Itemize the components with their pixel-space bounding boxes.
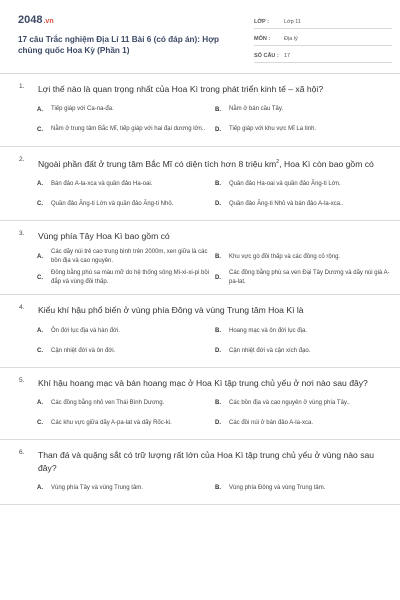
option-text: Các bồn địa và cao nguyên ở vùng phía Tây.. — [229, 400, 350, 407]
question-4 — [0, 295, 400, 368]
option-text: Nằm ở trung tâm Bắc Mĩ, tiếp giáp với hai đại dương lớn.. — [51, 126, 206, 133]
option-letter: D. — [215, 347, 221, 354]
option-text: Quần đảo Ăng-ti Nhỏ và bán đảo A-la-xca.. — [229, 200, 344, 207]
question-3 — [0, 221, 400, 296]
options — [37, 174, 386, 214]
option-a[interactable] — [37, 246, 213, 267]
question-number: 5. — [19, 376, 25, 384]
meta-label: LỚP : — [254, 19, 269, 25]
options — [37, 321, 386, 361]
meta-row-count — [254, 46, 392, 63]
option-c[interactable] — [37, 194, 213, 214]
option-text: Các khu vực giữa dãy A-pa-lat và dãy Rốc-ki. — [51, 420, 172, 427]
option-text: Cận nhiệt đới và ôn đới. — [51, 347, 116, 354]
option-letter: A. — [37, 400, 43, 407]
logo-main: 2048 — [18, 14, 43, 26]
option-text: Các dãy núi trẻ cao trung bình trên 2000m, xen giữa là các bồn địa và cao nguyên. — [51, 249, 208, 264]
option-text: Cận nhiệt đới và cận xích đạo. — [229, 347, 311, 354]
option-letter: C. — [37, 274, 43, 281]
option-letter: C. — [37, 200, 43, 207]
option-letter: C. — [37, 347, 43, 354]
option-a[interactable] — [37, 478, 213, 498]
option-c[interactable] — [37, 267, 213, 288]
option-text: Các đồng bằng nhỏ ven Thái Bình Dương. — [51, 400, 165, 407]
meta-value: 17 — [284, 53, 291, 59]
options — [37, 478, 386, 498]
option-text: Các đồng bằng phù sa ven Đại Tây Dương và dãy núi già A-pa-lat. — [229, 270, 390, 285]
question-number: 6. — [19, 449, 25, 457]
option-text: Các đồi núi ở bán đảo A-la-xca. — [229, 420, 313, 427]
option-letter: A. — [37, 253, 43, 260]
option-letter: D. — [215, 200, 221, 207]
option-b[interactable] — [215, 174, 391, 194]
header — [0, 0, 400, 74]
option-letter: B. — [215, 485, 221, 492]
question-text: Vùng phía Tây Hoa Kì bao gồm có — [38, 230, 170, 241]
question-1 — [0, 74, 400, 147]
option-letter: A. — [37, 327, 43, 334]
option-b[interactable] — [215, 393, 391, 413]
question-text-after: , Hoa Kì còn bao gồm có — [279, 158, 374, 169]
option-letter: C. — [37, 126, 43, 133]
meta-label: MÔN : — [254, 36, 271, 42]
option-d[interactable] — [215, 413, 391, 433]
question-text: Kiểu khí hậu phổ biến ở vùng phía Đông và vùng Trung tâm Hoa Kì là — [38, 305, 304, 316]
meta-info — [254, 12, 392, 63]
question-list — [0, 74, 400, 505]
question-text: Than đá và quặng sắt có trữ lượng rất lớn của Hoa Kì tập trung chủ yếu ở vùng nào sau đây? — [38, 450, 375, 473]
option-text: Tiếp giáp với Ca-na-đa. — [51, 106, 114, 113]
option-d[interactable] — [215, 194, 391, 214]
meta-row-subject — [254, 29, 392, 46]
question-number: 4. — [19, 304, 25, 312]
option-text: Vùng phía Tây và vùng Trung tâm. — [51, 485, 143, 492]
option-d[interactable] — [215, 341, 391, 361]
option-letter: B. — [215, 400, 221, 407]
option-b[interactable] — [215, 246, 391, 267]
option-letter: D. — [215, 274, 221, 281]
option-b[interactable] — [215, 478, 391, 498]
option-letter: A. — [37, 180, 43, 187]
meta-value: Lớp 11 — [284, 19, 301, 25]
question-text-before: Ngoài phần đất ở trung tâm Bắc Mĩ có diện tích hơn 8 triệu km — [38, 158, 277, 169]
question-text: Khí hậu hoang mạc và bán hoang mạc ở Hoa Kì tập trung chủ yếu ở nơi nào sau đây? — [38, 377, 368, 388]
option-text: Vùng phía Đông và vùng Trung tâm. — [229, 485, 326, 492]
option-letter: B. — [215, 253, 221, 260]
option-text: Quần đảo Ha-oai và quần đảo Ăng-ti Lớn. — [229, 180, 341, 187]
meta-value: Địa lý — [284, 36, 298, 42]
option-b[interactable] — [215, 100, 391, 120]
option-c[interactable] — [37, 341, 213, 361]
option-letter: B. — [215, 180, 221, 187]
logo-suffix: .vn — [43, 18, 54, 25]
option-text: Hoang mạc và ôn đới lục địa. — [229, 327, 307, 334]
question-text-superscript: 2 — [276, 158, 280, 165]
option-c[interactable] — [37, 413, 213, 433]
option-b[interactable] — [215, 321, 391, 341]
option-a[interactable] — [37, 174, 213, 194]
option-text: Nằm ở bán cầu Tây. — [229, 106, 284, 113]
option-letter: D. — [215, 126, 221, 133]
option-text: Đồng bằng phù sa màu mỡ do hệ thống sông Mi-xi-xi-pi bồi đắp và vùng đồi thấp. — [51, 270, 210, 285]
option-letter: C. — [37, 420, 43, 427]
option-letter: A. — [37, 485, 43, 492]
question-number: 3. — [19, 229, 25, 237]
options — [37, 246, 390, 288]
option-a[interactable] — [37, 100, 213, 120]
meta-row-class — [254, 12, 392, 29]
option-letter: D. — [215, 420, 221, 427]
option-text: Tiếp giáp với khu vực Mĩ La tinh. — [229, 126, 317, 133]
document-title: 17 câu Trắc nghiệm Địa Lí 11 Bài 6 (có đáp án): Hợp chủng quốc Hoa Kỳ (Phần 1) — [18, 35, 220, 55]
option-letter: B. — [215, 327, 221, 334]
option-text: Ôn đới lục địa và hàn đới. — [51, 327, 120, 334]
question-number: 1. — [19, 83, 25, 90]
options — [37, 393, 386, 433]
option-text: Quần đảo Ăng-ti Lớn và quần đảo Ăng-ti Nhỏ. — [51, 200, 174, 207]
question-5 — [0, 368, 400, 441]
option-a[interactable] — [37, 321, 213, 341]
question-2 — [0, 147, 400, 221]
option-text: Bán đảo A-la-xca và quần đảo Ha-oai. — [51, 180, 153, 187]
option-c[interactable] — [37, 120, 213, 140]
option-d[interactable] — [215, 120, 391, 140]
option-text: Khu vực gò đồi thấp và các đồng cỏ rộng. — [229, 253, 341, 260]
option-letter: B. — [215, 106, 221, 113]
option-a[interactable] — [37, 393, 213, 413]
question-text: Lợi thế nào là quan trọng nhất của Hoa Kì trong phát triển kinh tế – xã hội? — [38, 84, 324, 94]
question-6 — [0, 440, 400, 505]
question-text — [38, 156, 386, 170]
logo[interactable] — [18, 14, 54, 26]
question-number: 2. — [19, 155, 25, 163]
meta-label: SỐ CÂU : — [254, 53, 279, 59]
option-d[interactable] — [215, 267, 391, 288]
option-letter: A. — [37, 106, 43, 113]
options — [37, 100, 386, 140]
